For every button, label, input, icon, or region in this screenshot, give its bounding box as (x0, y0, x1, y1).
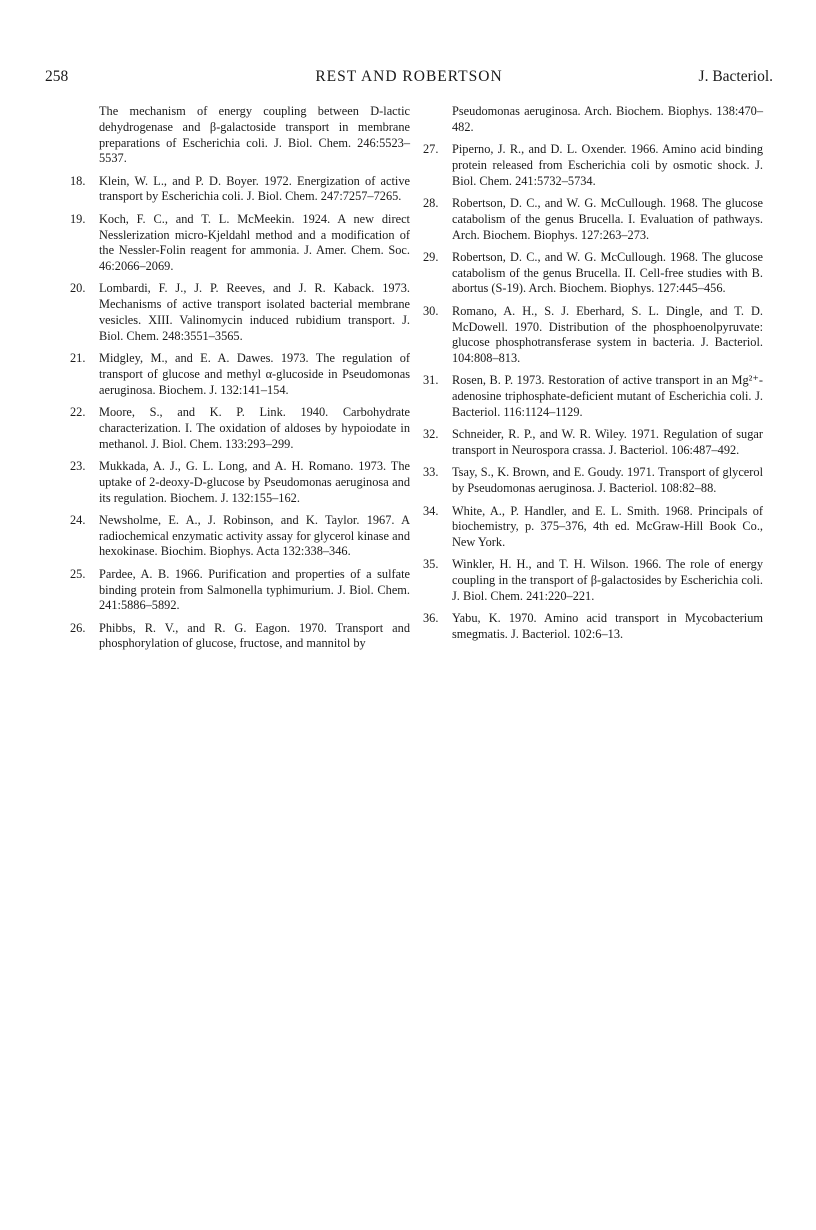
reference-number: 20. (70, 281, 86, 296)
reference-entry (423, 196, 763, 243)
reference-entry (70, 459, 410, 506)
reference-entry (70, 567, 410, 614)
reference-number: 21. (70, 351, 86, 366)
reference-entry (423, 504, 763, 551)
reference-text: Midgley, M., and E. A. Dawes. 1973. The regulation of transport of glucose and methyl α-glucoside in Pseudomonas aeruginosa. Biochem. J. 132:141–154. (99, 351, 410, 397)
reference-number: 24. (70, 512, 86, 527)
reference-text: Phibbs, R. V., and R. G. Eagon. 1970. Transport and phosphorylation of glucose, fructose, and mannitol by (99, 620, 410, 651)
reference-number: 33. (423, 465, 439, 480)
reference-entry (423, 373, 763, 420)
reference-number: 27. (423, 142, 439, 157)
reference-entry (70, 351, 410, 398)
reference-number: 36. (423, 611, 439, 626)
reference-text: Mukkada, A. J., G. L. Long, and A. H. Romano. 1973. The uptake of 2-deoxy-D-glucose by Pseudomonas aeruginosa and its regulation. Biochem. J. 132:155–162. (99, 458, 410, 505)
reference-entry (423, 611, 763, 643)
reference-entry (423, 104, 763, 136)
reference-text: Robertson, D. C., and W. G. McCullough. 1968. The glucose catabolism of the genus Brucella. I. Evaluation of pathways. Arch. Biochem. Biophys. 127:263–273. (452, 195, 763, 242)
reference-entry (423, 465, 763, 497)
reference-number: 23. (70, 458, 86, 473)
reference-number: 34. (423, 503, 439, 518)
reference-text: Lombardi, F. J., J. P. Reeves, and J. R. Kaback. 1973. Mechanisms of active transport isolated bacterial membrane vesicles. XIII. Valinomycin induced rubidium transport. J. Biol. Chem. 248:3551–3565. (99, 281, 410, 343)
reference-text: Robertson, D. C., and W. G. McCullough. 1968. The glucose catabolism of the genus Brucella. II. Cell-free studies with B. abortus (S-19). Arch. Biochem. Biophys. 127:445–456. (452, 249, 763, 296)
reference-entry (423, 142, 763, 189)
reference-entry (423, 557, 763, 604)
reference-text: Pseudomonas aeruginosa. Arch. Biochem. Biophys. 138:470–482. (452, 104, 763, 134)
reference-text: Piperno, J. R., and D. L. Oxender. 1966. Amino acid binding protein released from Escherichia coli by osmotic shock. J. Biol. Chem. 241:5732–5734. (452, 142, 763, 188)
reference-number: 22. (70, 405, 86, 420)
page-number: 258 (45, 68, 69, 85)
reference-number: 25. (70, 566, 86, 581)
reference-text: Klein, W. L., and P. D. Boyer. 1972. Energization of active transport by Escherichia coli. J. Biol. Chem. 247:7257–7265. (99, 173, 410, 204)
reference-text: Tsay, S., K. Brown, and E. Goudy. 1971. Transport of glycerol by Pseudomonas aeruginosa. J. Bacteriol. 108:82–88. (452, 465, 763, 496)
reference-entry (423, 427, 763, 459)
reference-entry (70, 212, 410, 275)
reference-entry (70, 513, 410, 560)
reference-text: Rosen, B. P. 1973. Restoration of active transport in an Mg²⁺-adenosine triphosphate-deficient mutant of Escherichia coli. J. Bacteriol. 116:1124–1129. (452, 373, 763, 420)
reference-number: 31. (423, 373, 439, 388)
reference-number: 18. (70, 173, 86, 188)
references-right-column (423, 104, 763, 649)
reference-text: Pardee, A. B. 1966. Purification and properties of a sulfate binding protein from Salmonella typhimurium. J. Biol. Chem. 241:5886–5892. (99, 566, 410, 613)
reference-entry (70, 281, 410, 344)
reference-text: The mechanism of energy coupling between D-lactic dehydrogenase and β-galactoside transport in membrane preparations of Escherichia coli. J. Biol. Chem. 246:5523–5537. (99, 104, 410, 166)
reference-number: 30. (423, 303, 439, 318)
page-header (45, 68, 773, 92)
reference-text: Schneider, R. P., and W. R. Wiley. 1971. Regulation of sugar transport in Neurospora crassa. J. Bacteriol. 106:487–492. (452, 427, 763, 458)
reference-number: 26. (70, 620, 86, 635)
journal-name: J. Bacteriol. (698, 68, 773, 85)
reference-entry (70, 621, 410, 653)
reference-entry (70, 405, 410, 452)
reference-entry (70, 104, 410, 167)
reference-number: 29. (423, 249, 439, 264)
reference-text: White, A., P. Handler, and E. L. Smith. 1968. Principals of biochemistry, p. 375–376, 4th ed. McGraw-Hill Book Co., New York. (452, 503, 763, 550)
reference-number: 19. (70, 211, 86, 226)
reference-text: Winkler, H. H., and T. H. Wilson. 1966. The role of energy coupling in the transport of β-galactosides by Escherichia coli. J. Biol. Chem. 241:220–221. (452, 557, 763, 604)
reference-text: Newsholme, E. A., J. Robinson, and K. Taylor. 1967. A radiochemical enzymatic activity assay for glycerol kinase and hexokinase. Biochim. Biophys. Acta 132:338–346. (99, 512, 410, 559)
reference-entry (423, 250, 763, 297)
reference-entry (70, 174, 410, 206)
reference-number: 35. (423, 557, 439, 572)
reference-number: 28. (423, 195, 439, 210)
reference-number: 32. (423, 427, 439, 442)
reference-text: Koch, F. C., and T. L. McMeekin. 1924. A new direct Nesslerization micro-Kjeldahl method and a modification of the Nessler-Folin reagent for ammonia. J. Amer. Chem. Soc. 46:2066–2069. (99, 211, 410, 274)
running-title-authors: REST AND ROBERTSON (315, 68, 503, 85)
references-left-column (70, 104, 410, 659)
reference-text: Moore, S., and K. P. Link. 1940. Carbohydrate characterization. I. The oxidation of aldoses by hypoiodate in methanol. J. Biol. Chem. 133:293–299. (99, 405, 410, 451)
reference-text: Romano, A. H., S. J. Eberhard, S. L. Dingle, and T. D. McDowell. 1970. Distribution of the phosphoenolpyruvate: glucose phosphotransferase system in bacteria. J. Bacteriol. 104:808–813. (452, 303, 763, 366)
reference-entry (423, 304, 763, 367)
reference-text: Yabu, K. 1970. Amino acid transport in Mycobacterium smegmatis. J. Bacteriol. 102:6–13. (452, 611, 763, 642)
